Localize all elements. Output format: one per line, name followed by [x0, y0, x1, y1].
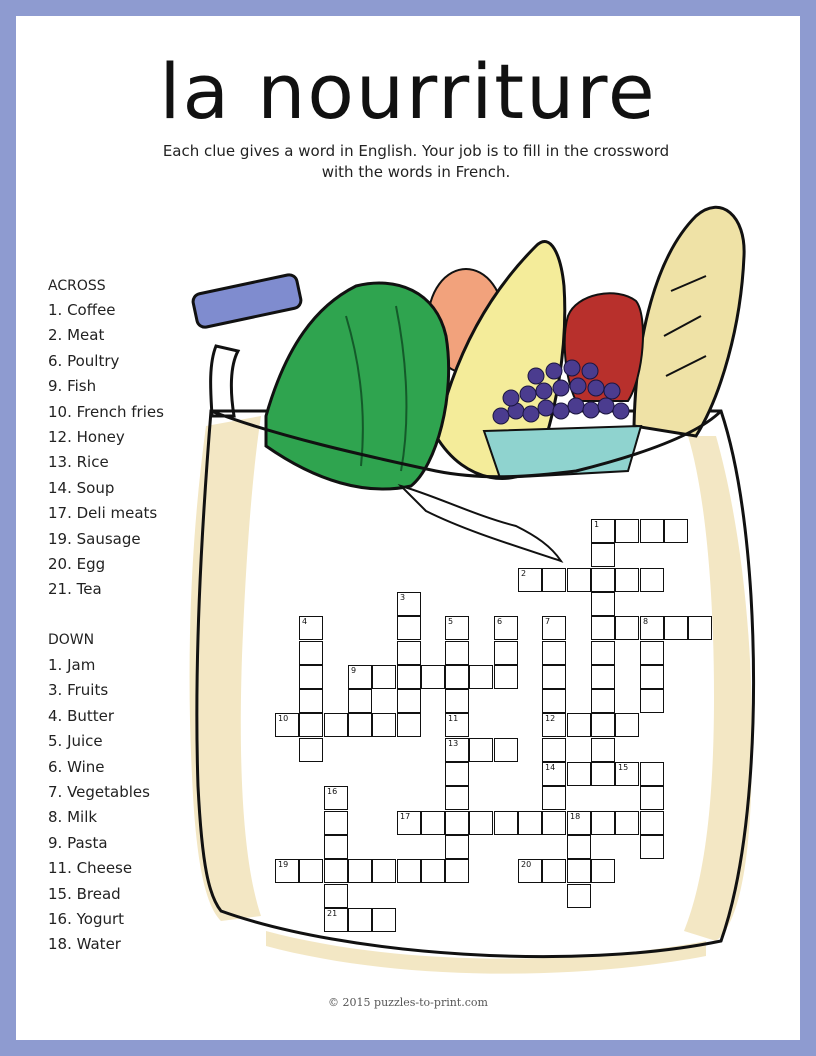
copyright-footer: © 2015 puzzles-to-print.com: [328, 996, 488, 1009]
clue-number: 21: [327, 909, 338, 918]
crossword-cell[interactable]: [542, 665, 566, 689]
crossword-cell[interactable]: [372, 859, 396, 883]
clue-number: 20: [521, 860, 532, 869]
down-clue: 8. Milk: [48, 808, 98, 827]
crossword-cell[interactable]: [591, 641, 615, 665]
crossword-cell[interactable]: [640, 762, 664, 786]
down-clue: 11. Cheese: [48, 859, 133, 878]
crossword-cell[interactable]: [324, 884, 348, 908]
crossword-cell[interactable]: [591, 519, 615, 543]
clue-number: 17: [400, 812, 411, 821]
crossword-cell[interactable]: [421, 859, 445, 883]
crossword-cell[interactable]: [518, 568, 542, 592]
crossword-cell[interactable]: [372, 665, 396, 689]
clue-number: 15: [618, 763, 629, 772]
crossword-cell[interactable]: [591, 738, 615, 762]
crossword-cell[interactable]: [591, 592, 615, 616]
across-clue: 10. French fries: [48, 402, 164, 421]
crossword-cell[interactable]: [445, 762, 469, 786]
crossword-cell[interactable]: [640, 811, 664, 835]
crossword-cell[interactable]: [640, 665, 664, 689]
crossword-cell[interactable]: [299, 665, 323, 689]
crossword-cell[interactable]: [421, 811, 445, 835]
crossword-cell[interactable]: [615, 616, 639, 640]
across-clue: 1. Coffee: [48, 301, 116, 319]
down-clue: 1. Jam: [48, 656, 96, 674]
across-clue: 2. Meat: [48, 326, 105, 345]
crossword-cell[interactable]: [542, 762, 566, 786]
crossword-cell[interactable]: [688, 616, 712, 640]
crossword-cell[interactable]: [445, 713, 469, 737]
clue-number: 5: [448, 617, 454, 626]
crossword-cell[interactable]: [494, 811, 518, 835]
across-clue: 13. Rice: [48, 453, 109, 472]
crossword-cell[interactable]: [542, 738, 566, 762]
crossword-cell[interactable]: [397, 616, 421, 640]
crossword-cell[interactable]: [591, 568, 615, 592]
crossword-cell[interactable]: [615, 568, 639, 592]
crossword-cell[interactable]: [445, 786, 469, 810]
across-clue: 14. Soup: [48, 478, 115, 497]
crossword-cell[interactable]: [275, 713, 299, 737]
across-clue: 19. Sausage: [48, 529, 141, 548]
clue-number: 7: [545, 617, 551, 626]
crossword-cell[interactable]: [445, 616, 469, 640]
clue-number: 3: [400, 593, 406, 602]
crossword-cell[interactable]: [299, 738, 323, 762]
crossword-cell[interactable]: [275, 859, 299, 883]
crossword-cell[interactable]: [640, 519, 664, 543]
crossword-cell[interactable]: [567, 762, 591, 786]
crossword-cell[interactable]: [324, 859, 348, 883]
crossword-cell[interactable]: [445, 811, 469, 835]
crossword-cell[interactable]: [518, 811, 542, 835]
clue-number: 8: [643, 617, 649, 626]
crossword-cell[interactable]: [324, 786, 348, 810]
crossword-cell[interactable]: [567, 568, 591, 592]
crossword-cell[interactable]: [542, 859, 566, 883]
crossword-cell[interactable]: [615, 713, 639, 737]
crossword-cell[interactable]: [421, 665, 445, 689]
instructions-line-1: Each clue gives a word in English. Your job is to fill in the crossword: [162, 142, 670, 160]
crossword-cell[interactable]: [640, 689, 664, 713]
across-clue: 6. Poultry: [48, 351, 120, 370]
crossword-cell[interactable]: [494, 665, 518, 689]
crossword-cell[interactable]: [567, 859, 591, 883]
crossword-cell[interactable]: [324, 713, 348, 737]
crossword-cell[interactable]: [348, 713, 372, 737]
crossword-cell[interactable]: [348, 908, 372, 932]
crossword-cell[interactable]: [372, 713, 396, 737]
crossword-cell[interactable]: [494, 641, 518, 665]
crossword-cell[interactable]: [299, 713, 323, 737]
crossword-cell[interactable]: [640, 568, 664, 592]
crossword-cell[interactable]: [397, 859, 421, 883]
crossword-cell[interactable]: [591, 811, 615, 835]
down-clue: 5. Juice: [48, 732, 103, 751]
crossword-cell[interactable]: [348, 689, 372, 713]
crossword-cell[interactable]: [567, 713, 591, 737]
crossword-cell[interactable]: [494, 616, 518, 640]
across-clue: 12. Honey: [48, 427, 125, 446]
crossword-cell[interactable]: [591, 713, 615, 737]
clue-number: 4: [302, 617, 308, 626]
clue-number: 18: [570, 812, 581, 821]
crossword-cell[interactable]: [542, 786, 566, 810]
crossword-grid: [16, 16, 800, 1040]
crossword-cell[interactable]: [397, 592, 421, 616]
crossword-cell[interactable]: [397, 713, 421, 737]
clue-number: 11: [448, 714, 459, 723]
crossword-cell[interactable]: [591, 859, 615, 883]
crossword-cell[interactable]: [664, 519, 688, 543]
crossword-cell[interactable]: [299, 641, 323, 665]
crossword-cell[interactable]: [397, 665, 421, 689]
down-heading: DOWN: [48, 632, 95, 648]
crossword-cell[interactable]: [469, 665, 493, 689]
crossword-cell[interactable]: [640, 835, 664, 859]
crossword-cell[interactable]: [445, 835, 469, 859]
crossword-cell[interactable]: [542, 641, 566, 665]
clue-number: 6: [497, 617, 503, 626]
crossword-cell[interactable]: [445, 641, 469, 665]
crossword-cell[interactable]: [567, 835, 591, 859]
clue-number: 16: [327, 787, 338, 796]
crossword-cell[interactable]: [640, 616, 664, 640]
crossword-cell[interactable]: [542, 616, 566, 640]
down-clue: 3. Fruits: [48, 681, 109, 700]
crossword-cell[interactable]: [567, 811, 591, 835]
down-clue: 4. Butter: [48, 706, 115, 725]
down-clue: 15. Bread: [48, 884, 121, 903]
crossword-cell[interactable]: [445, 859, 469, 883]
crossword-cell[interactable]: [542, 568, 566, 592]
crossword-cell[interactable]: [591, 689, 615, 713]
crossword-cell[interactable]: [640, 786, 664, 810]
clue-number: 13: [448, 739, 459, 748]
across-heading: ACROSS: [48, 278, 106, 294]
crossword-cell[interactable]: [397, 689, 421, 713]
crossword-cell[interactable]: [591, 616, 615, 640]
crossword-cell[interactable]: [469, 811, 493, 835]
crossword-cell[interactable]: [567, 884, 591, 908]
worksheet-page: [16, 16, 800, 1040]
crossword-cell[interactable]: [518, 859, 542, 883]
crossword-cell[interactable]: [348, 665, 372, 689]
crossword-cell[interactable]: [299, 859, 323, 883]
instructions-line-2: with the words in French.: [321, 163, 511, 181]
across-clue: 21. Tea: [48, 580, 102, 599]
crossword-cell[interactable]: [299, 689, 323, 713]
down-clue: 9. Pasta: [48, 833, 108, 852]
page-title: la nourriture: [159, 47, 657, 136]
crossword-cell[interactable]: [494, 738, 518, 762]
crossword-cell[interactable]: [445, 738, 469, 762]
crossword-cell[interactable]: [542, 713, 566, 737]
across-clue: 9. Fish: [48, 377, 97, 396]
clue-number: 19: [278, 860, 289, 869]
clue-number: 12: [545, 714, 556, 723]
down-clue: 18. Water: [48, 935, 121, 954]
crossword-cell[interactable]: [324, 908, 348, 932]
crossword-cell[interactable]: [615, 519, 639, 543]
crossword-cell[interactable]: [542, 811, 566, 835]
crossword-cell[interactable]: [591, 762, 615, 786]
crossword-cell[interactable]: [397, 641, 421, 665]
down-clue: 16. Yogurt: [48, 909, 125, 928]
crossword-cell[interactable]: [324, 835, 348, 859]
crossword-cell[interactable]: [664, 616, 688, 640]
crossword-cell[interactable]: [397, 811, 421, 835]
crossword-cell[interactable]: [348, 859, 372, 883]
crossword-cell[interactable]: [299, 616, 323, 640]
clue-number: 10: [278, 714, 289, 723]
crossword-cell[interactable]: [615, 762, 639, 786]
crossword-cell[interactable]: [372, 908, 396, 932]
crossword-cell[interactable]: [591, 543, 615, 567]
crossword-cell[interactable]: [640, 641, 664, 665]
clue-number: 1: [594, 520, 600, 529]
down-clue: 6. Wine: [48, 757, 105, 776]
crossword-cell[interactable]: [445, 689, 469, 713]
down-clue: 7. Vegetables: [48, 782, 150, 801]
clue-number: 14: [545, 763, 556, 772]
crossword-cell[interactable]: [591, 665, 615, 689]
crossword-cell[interactable]: [324, 811, 348, 835]
clue-number: 9: [351, 666, 357, 675]
crossword-cell[interactable]: [445, 665, 469, 689]
crossword-cell[interactable]: [469, 738, 493, 762]
across-clue: 17. Deli meats: [48, 504, 158, 523]
crossword-cell[interactable]: [615, 811, 639, 835]
clue-number: 2: [521, 569, 527, 578]
across-clue: 20. Egg: [48, 554, 106, 573]
crossword-cell[interactable]: [542, 689, 566, 713]
